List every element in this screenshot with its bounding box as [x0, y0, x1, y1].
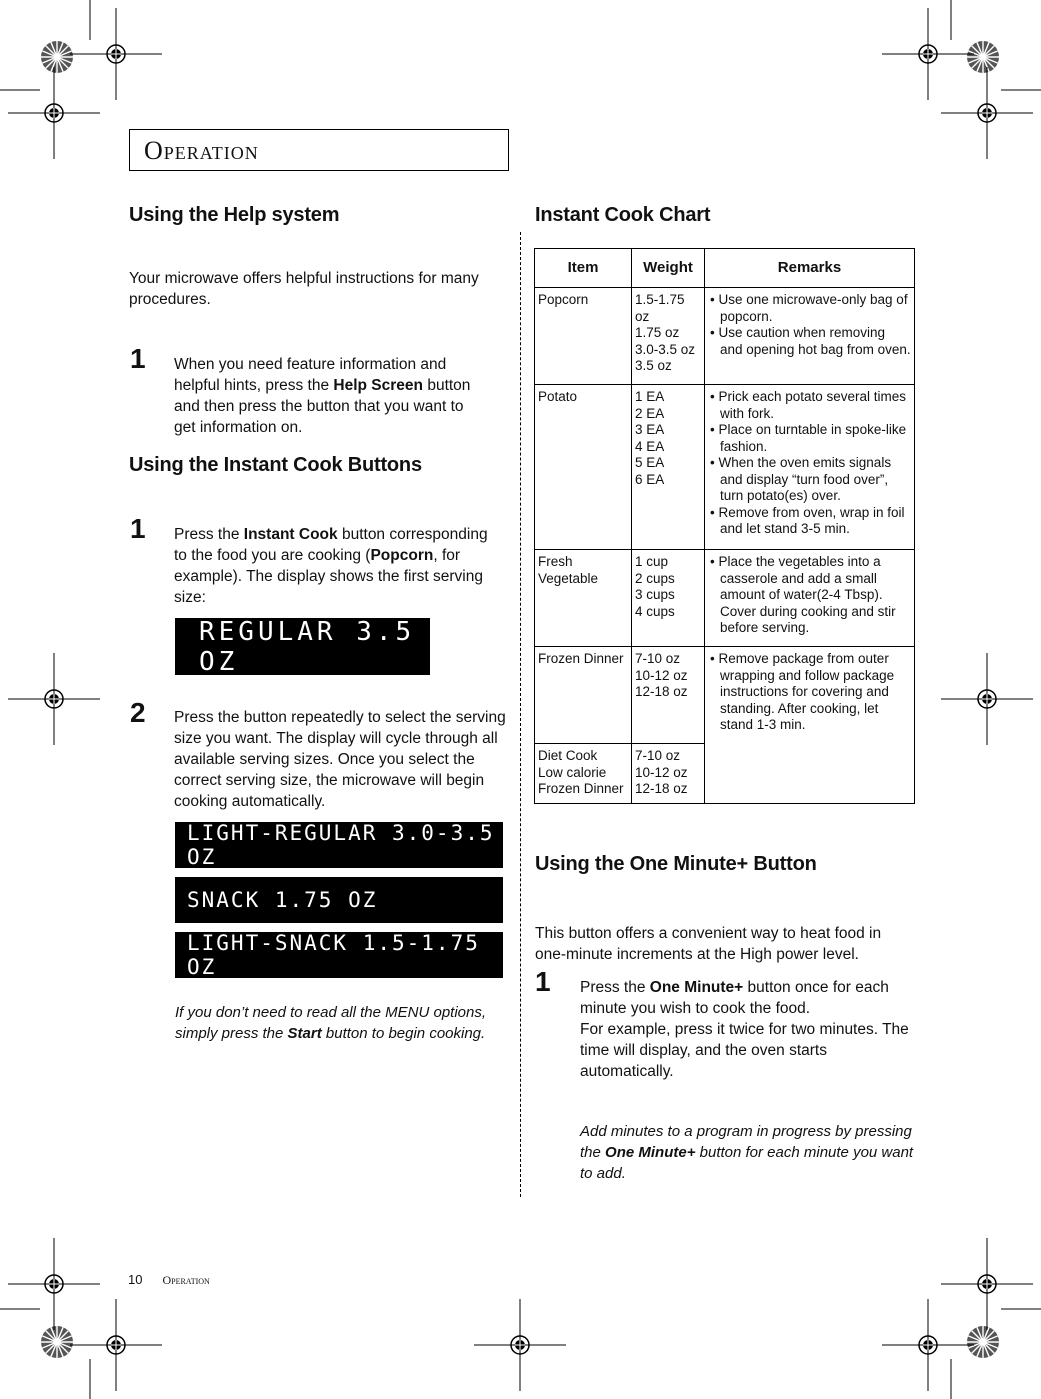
weight-cell: 7-10 oz 10-12 oz 12-18 oz — [632, 647, 705, 744]
crosshair-target-icon — [474, 1299, 566, 1391]
crosshair-target-icon — [8, 653, 100, 745]
instant-step2-number: 2 — [130, 697, 146, 728]
popcorn-label: Popcorn — [370, 547, 434, 564]
item-cell: Diet Cook Low calorie Frozen Dinner — [535, 744, 632, 804]
instant-cook-chart — [534, 248, 915, 804]
page-footer — [128, 1272, 210, 1288]
item-cell: Fresh Vegetable — [535, 550, 632, 647]
one-minute-note: Add minutes to a program in progress by pressing the One Minute+ button for each minute you want to add. — [580, 1123, 914, 1182]
remarks-cell: • Remove package from outer wrapping and follow package instructions for covering and standing. After cooking, let stand 1-3 min. — [705, 647, 915, 804]
lcd-display-light-snack: LIGHT-SNACK 1.5-1.75 OZ — [175, 932, 503, 978]
one-minute-step-text: Press the One Minute+ button once for each minute you wish to cook the food. For example, press it twice for two minutes. The time will display, and the oven starts automatically. — [580, 979, 909, 1080]
table-row — [535, 550, 915, 647]
column-header-weight: Weight — [632, 249, 705, 288]
crosshair-target-icon — [941, 653, 1033, 745]
remarks-cell: • Prick each potato several times with fork. • Place on turntable in spoke-like fashion. • When the oven emits signals and display “turn food over”, turn potato(es) over. • Remove from oven, wrap in foil and let stand 3-5 min. — [705, 385, 915, 550]
footer-title: Operation — [162, 1273, 210, 1287]
one-minute-heading: Using the One Minute+ Button — [535, 853, 817, 875]
help-screen-label: Help Screen — [333, 377, 424, 394]
one-minute-intro: This button offers a convenient way to heat food in one-minute increments at the High power level. — [535, 925, 882, 963]
instant-step1-number: 1 — [130, 513, 146, 544]
one-minute-step-number: 1 — [535, 966, 551, 997]
crosshair-target-icon — [70, 8, 162, 100]
header-box — [129, 129, 509, 171]
start-label: Start — [287, 1025, 322, 1042]
crosshair-target-icon — [70, 1299, 162, 1391]
instant-step1-text: Press the Instant Cook button corresponding to the food you are cooking (Popcorn, for example). The display shows the first serving size: — [174, 526, 488, 606]
table-row — [535, 288, 915, 385]
one-minute-note-label: One Minute+ — [605, 1144, 696, 1161]
item-cell: Popcorn — [535, 288, 632, 385]
weight-cell: 1.5-1.75 oz 1.75 oz 3.0-3.5 oz 3.5 oz — [632, 288, 705, 385]
help-step-text: When you need feature information and helpful hints, press the Help Screen button and then press the button that you want to get information on. — [174, 356, 471, 436]
table-row — [535, 647, 915, 744]
one-minute-label: One Minute+ — [649, 979, 744, 996]
weight-cell: 1 cup 2 cups 3 cups 4 cups — [632, 550, 705, 647]
crosshair-target-icon — [8, 1238, 100, 1330]
crosshair-target-icon — [941, 1238, 1033, 1330]
item-cell: Potato — [535, 385, 632, 550]
registration-burst-icon — [967, 41, 999, 73]
page-number: 10 — [128, 1272, 143, 1287]
crosshair-target-icon — [8, 67, 100, 159]
instant-note: If you don’t need to read all the MENU options, simply press the Start button to begin cooking. — [175, 1004, 487, 1042]
remarks-cell: • Use one microwave-only bag of popcorn. • Use caution when removing and opening hot bag from oven. — [705, 288, 915, 385]
lcd-display-regular: REGULAR 3.5 OZ — [175, 618, 430, 675]
column-divider — [520, 232, 521, 1197]
weight-cell: 7-10 oz 10-12 oz 12-18 oz — [632, 744, 705, 804]
remarks-cell: • Place the vegetables into a casserole and add a small amount of water(2-4 Tbsp). Cover during cooking and stir before serving. — [705, 550, 915, 647]
crosshair-target-icon — [882, 8, 974, 100]
crosshair-target-icon — [882, 1299, 974, 1391]
crosshair-target-icon — [941, 67, 1033, 159]
column-header-remarks: Remarks — [705, 249, 915, 288]
item-cell: Frozen Dinner — [535, 647, 632, 744]
page-title: Operation — [144, 136, 259, 165]
instant-step2-text: Press the button repeatedly to select the serving size you want. The display will cycle through all available serving sizes. Once you select the correct serving size, the microwave will begin cooking automatically. — [174, 709, 506, 810]
column-header-item: Item — [535, 249, 632, 288]
help-system-heading: Using the Help system — [129, 204, 340, 226]
instant-cook-label: Instant Cook — [243, 526, 338, 543]
instant-cook-chart-heading: Instant Cook Chart — [535, 204, 711, 226]
lcd-display-light-regular: LIGHT-REGULAR 3.0-3.5 OZ — [175, 822, 503, 868]
registration-burst-icon — [41, 41, 73, 73]
lcd-display-snack: SNACK 1.75 OZ — [175, 877, 503, 923]
table-row — [535, 385, 915, 550]
registration-burst-icon — [967, 1326, 999, 1358]
weight-cell: 1 EA 2 EA 3 EA 4 EA 5 EA 6 EA — [632, 385, 705, 550]
help-intro: Your microwave offers helpful instructions for many procedures. — [129, 270, 479, 308]
help-step-number: 1 — [130, 343, 146, 374]
instant-cook-heading: Using the Instant Cook Buttons — [129, 454, 422, 476]
registration-burst-icon — [41, 1326, 73, 1358]
